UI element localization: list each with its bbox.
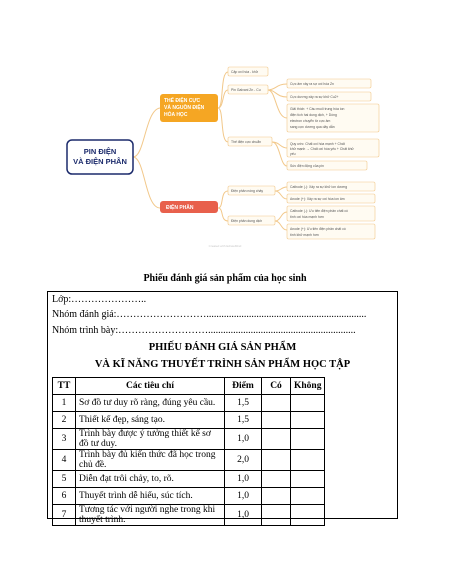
branch1-line-2: VÀ NGUỒN ĐIỆN (164, 105, 205, 111)
node-dung-dich: Điện phân dung dịch (231, 219, 263, 223)
header-no: Không (291, 378, 325, 395)
row-criterion: Sơ đồ tư duy rõ ràng, đúng yêu cầu. (76, 395, 225, 412)
header-criteria: Các tiêu chí (76, 378, 225, 395)
row-score: 1,0 (225, 471, 262, 488)
row-yes-cell[interactable] (262, 412, 291, 429)
node-cap-oxi-hoa: Cặp oxi hóa - khử (231, 70, 258, 74)
branch-dien-phan (160, 201, 218, 213)
row-score: 1,0 (225, 488, 262, 505)
row-score: 2,0 (225, 450, 262, 471)
table-row (53, 471, 325, 488)
row-no-cell[interactable] (291, 471, 325, 488)
row-tt: 5 (53, 471, 76, 488)
caption: Phiếu đánh giá sản phẩm của học sinh (143, 273, 307, 284)
svg-text:electron chuyển từ cực âm: electron chuyển từ cực âm (290, 119, 331, 123)
row-criterion: Thiết kế đẹp, sáng tạo. (76, 412, 225, 429)
node-nc-anode: Anode (+): Xảy ra sự oxi hóa ion âm (290, 197, 345, 201)
form-title-2: VÀ KĨ NĂNG THUYẾT TRÌNH SẢN PHẨM HỌC TẬP (94, 359, 351, 370)
presenter-group-field: Nhóm trình bày:………………………........................................................... (52, 325, 356, 336)
table-row (53, 395, 325, 412)
svg-text:yếu: yếu (290, 152, 296, 156)
row-tt: 3 (53, 429, 76, 450)
header-tt: TT (53, 378, 76, 395)
row-no-cell[interactable] (291, 488, 325, 505)
header-score: Điểm (225, 378, 262, 395)
row-no-cell[interactable] (291, 412, 325, 429)
node-nc-cathode: Cathode (-): Xảy ra sự khử ion dương (290, 185, 348, 189)
node-the-dien-cuc-chuan: Thế điện cực chuẩn (231, 140, 261, 144)
table-row (53, 412, 325, 429)
row-criterion: Diễn đạt trôi chảy, to, rõ. (76, 471, 225, 488)
branch-the-dien-cuc (160, 94, 218, 122)
svg-text:khử mạnh → Chất oxi hóa yếu +: khử mạnh → Chất oxi hóa yếu + Chất khử (290, 147, 354, 151)
row-yes-cell[interactable] (262, 488, 291, 505)
row-no-cell[interactable] (291, 395, 325, 412)
row-yes-cell[interactable] (262, 450, 291, 471)
row-score: 1,0 (225, 505, 262, 526)
form-title-1: PHIẾU ĐÁNH GIÁ SẢN PHẨM (148, 342, 297, 353)
evaluator-group-field: Nhóm đánh giá:………………………................................................................ (52, 309, 367, 320)
table-row (53, 429, 325, 450)
evaluation-form (47, 291, 398, 525)
table-row (53, 450, 325, 471)
row-tt: 7 (53, 505, 76, 526)
row-yes-cell[interactable] (262, 429, 291, 450)
node-nong-chay: Điện phân nóng chảy (231, 189, 264, 193)
row-no-cell[interactable] (291, 429, 325, 450)
branch2-label: ĐIỆN PHÂN (166, 205, 194, 211)
root-line-1: PIN ĐIỆN (83, 147, 117, 156)
svg-text:Quy ước: Chất oxi hóa mạnh + C: Quy ước: Chất oxi hóa mạnh + Chất (290, 142, 345, 146)
branch1-line-1: THẾ ĐIỆN CỰC (164, 98, 201, 104)
row-criterion: Trình bày đủ kiến thức đã học trong chủ đề. (76, 450, 225, 471)
row-tt: 4 (53, 450, 76, 471)
mind-map (0, 0, 450, 262)
node-suc-dien-dong: Sức điện động của pin (290, 164, 324, 168)
class-field: Lớp:………………….. (52, 294, 147, 305)
row-score: 1,5 (225, 395, 262, 412)
svg-text:Anode (+): Ưu tiên điện phân c: Anode (+): Ưu tiên điện phân chất có (290, 227, 346, 231)
row-yes-cell[interactable] (262, 471, 291, 488)
node-pin-galvani: Pin Galvani Zn - Cu (231, 88, 261, 92)
root-node (67, 140, 133, 174)
row-tt: 6 (53, 488, 76, 505)
svg-text:Giải thích: + Cầu muối trung h: Giải thích: + Cầu muối trung hòa ion (290, 107, 345, 111)
table-header-row (53, 378, 325, 395)
branch1-line-3: HÓA HỌC (164, 112, 188, 118)
svg-text:điện tích hai dung dịch, + Dòn: điện tích hai dung dịch, + Dòng (290, 113, 337, 117)
row-score: 1,0 (225, 429, 262, 450)
svg-text:sang cực dương qua dây dẫn: sang cực dương qua dây dẫn (290, 125, 335, 129)
node-cuc-am: Cực âm xảy ra sự oxi hóa Zn (290, 82, 334, 86)
row-criterion: Thuyết trình dễ hiểu, súc tích. (76, 488, 225, 505)
svg-text:tính oxi hóa mạnh hơn: tính oxi hóa mạnh hơn (290, 215, 324, 219)
node-cuc-duong: Cực dương xảy ra sự khử Cu2+ (290, 95, 339, 99)
row-tt: 1 (53, 395, 76, 412)
row-yes-cell[interactable] (262, 505, 291, 526)
row-no-cell[interactable] (291, 505, 325, 526)
table-row (53, 488, 325, 505)
row-no-cell[interactable] (291, 450, 325, 471)
row-tt: 2 (53, 412, 76, 429)
row-score: 1,5 (225, 412, 262, 429)
watermark: Created with EdrawMind (208, 244, 242, 248)
root-line-2: VÀ ĐIỆN PHÂN (73, 157, 127, 166)
row-yes-cell[interactable] (262, 395, 291, 412)
table-row (53, 505, 325, 526)
row-criterion: Trình bày được ý tưởng thiết kế sơ đồ tư duy. (76, 429, 225, 450)
row-criterion: Tương tác với người nghe trong khi thuyết trình. (76, 505, 225, 526)
svg-text:Cathode (-): Ưu tiên điện phân: Cathode (-): Ưu tiên điện phân chất có (290, 209, 348, 213)
criteria-table (52, 377, 325, 526)
svg-text:tính khử mạnh hơn: tính khử mạnh hơn (290, 233, 319, 237)
header-yes: Có (262, 378, 291, 395)
